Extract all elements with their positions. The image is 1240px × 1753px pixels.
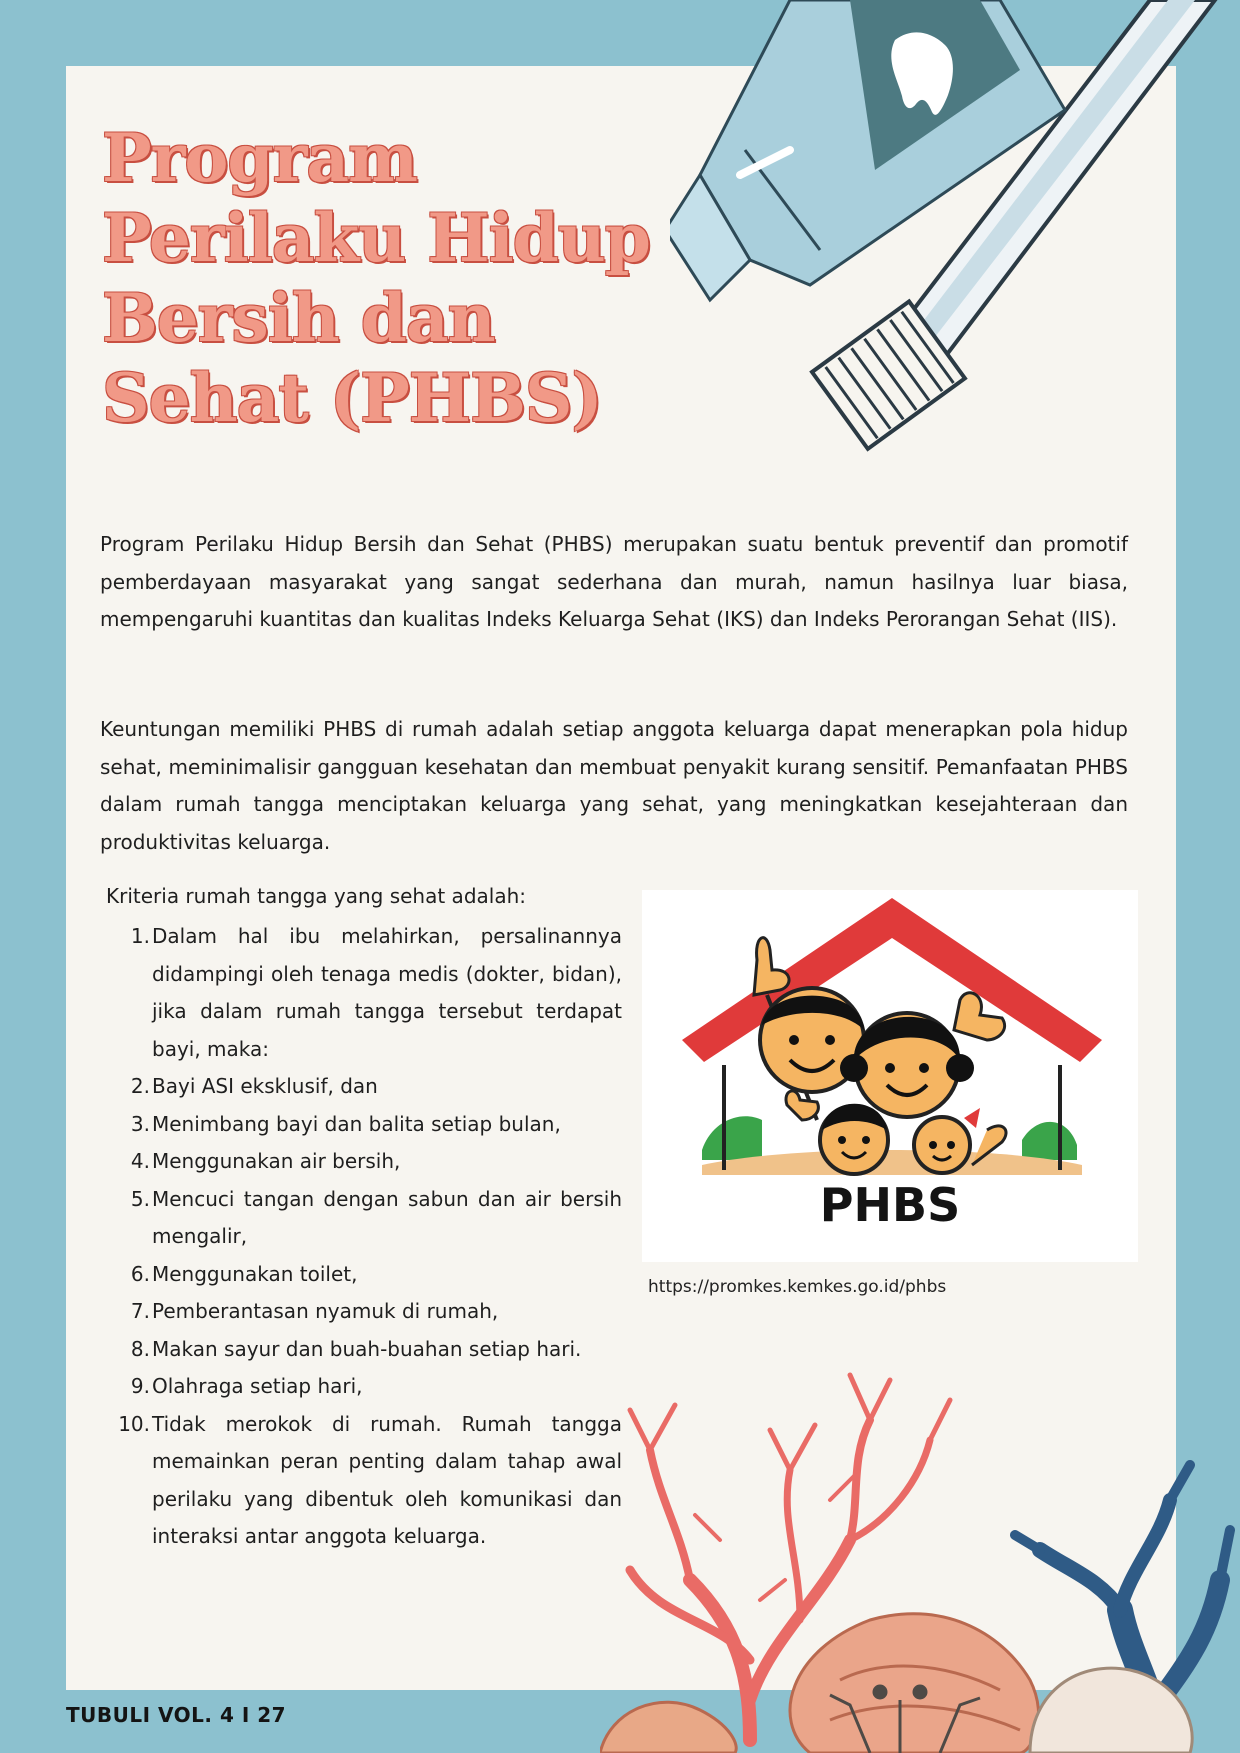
list-text: Dalam hal ibu melahirkan, persalinannya didampingi oleh tenaga medis (dokter, bidan), jika dalam rumah tangga tersebut terdapat bayi, maka: bbox=[152, 924, 622, 1061]
list-text: Menggunakan toilet, bbox=[152, 1261, 358, 1286]
page-title: Program Perilaku Hidup Bersih dan Sehat (PHBS) bbox=[102, 119, 650, 437]
criteria-list bbox=[106, 918, 622, 1556]
list-text: Bayi ASI eksklusif, dan bbox=[152, 1074, 378, 1098]
list-item bbox=[106, 1331, 622, 1369]
list-item bbox=[106, 1181, 622, 1256]
list-text: Menggunakan air bersih, bbox=[152, 1149, 401, 1173]
list-number: 4 . bbox=[106, 1143, 150, 1181]
list-number: 8 . bbox=[106, 1331, 150, 1369]
sea-illustration bbox=[600, 1300, 1240, 1753]
intro-paragraph: Program Perilaku Hidup Bersih dan Sehat (PHBS) merupakan suatu bentuk preventif dan promotif pemberdayaan masyarakat yang sangat sederhana dan murah, namun hasilnya luar biasa, mempengaruhi kuantitas dan kualitas Indeks Keluarga Sehat (IKS) dan Indeks Perorangan Sehat (IIS). bbox=[100, 532, 1128, 631]
list-item bbox=[106, 1106, 622, 1144]
benefit-paragraph: Keuntungan memiliki PHBS di rumah adalah setiap anggota keluarga dapat menerapkan pola hidup sehat, meminimalisir gangguan kesehatan dan membuat penyakit kurang sensitif. Pemanfaatan PHBS dalam rumah tangga menciptakan keluarga yang sehat, yang meningkatkan kesejahteraan dan produktivitas keluarga. bbox=[100, 717, 1128, 854]
toothbrush-illustration bbox=[670, 0, 1240, 500]
list-text: Menimbang bayi dan balita setiap bulan, bbox=[152, 1111, 561, 1136]
source-link[interactable]: https://promkes.kemkes.go.id/phbs bbox=[648, 1277, 947, 1297]
list-number: 2 . bbox=[106, 1068, 150, 1106]
list-item bbox=[106, 1368, 622, 1406]
list-item bbox=[106, 1293, 622, 1331]
list-number: 10 . bbox=[106, 1406, 150, 1444]
list-item bbox=[106, 1143, 622, 1181]
logo-text: PHBS bbox=[819, 1178, 961, 1232]
list-text: Pemberantasan nyamuk di rumah, bbox=[152, 1299, 499, 1323]
list-text: Olahraga setiap hari, bbox=[152, 1374, 363, 1398]
list-number: 1 . bbox=[106, 918, 150, 956]
family-house-icon bbox=[642, 890, 1138, 1190]
list-number: 5 . bbox=[106, 1181, 150, 1219]
list-text: Mencuci tangan dengan sabun dan air bersih mengalir, bbox=[152, 1186, 622, 1248]
list-number: 9 . bbox=[106, 1368, 150, 1406]
list-number: 7 . bbox=[106, 1293, 150, 1331]
list-text: Tidak merokok di rumah. Rumah tangga memainkan peran penting dalam tahap awal perilaku yang dibentuk oleh komunikasi dan interaksi antar anggota keluarga. bbox=[152, 1411, 622, 1548]
list-number: 6 . bbox=[106, 1256, 150, 1294]
footer-page-label: TUBULI VOL. 4 I 27 bbox=[66, 1703, 287, 1727]
seashell-icon bbox=[600, 1614, 1192, 1753]
phbs-logo bbox=[642, 890, 1138, 1262]
criteria-intro: Kriteria rumah tangga yang sehat adalah: bbox=[106, 884, 526, 908]
list-item bbox=[106, 1406, 622, 1556]
list-number: 3 . bbox=[106, 1106, 150, 1144]
list-item bbox=[106, 1256, 622, 1294]
list-item bbox=[106, 1068, 622, 1106]
list-text: Makan sayur dan buah-buahan setiap hari. bbox=[152, 1336, 582, 1361]
list-item bbox=[106, 918, 622, 1068]
